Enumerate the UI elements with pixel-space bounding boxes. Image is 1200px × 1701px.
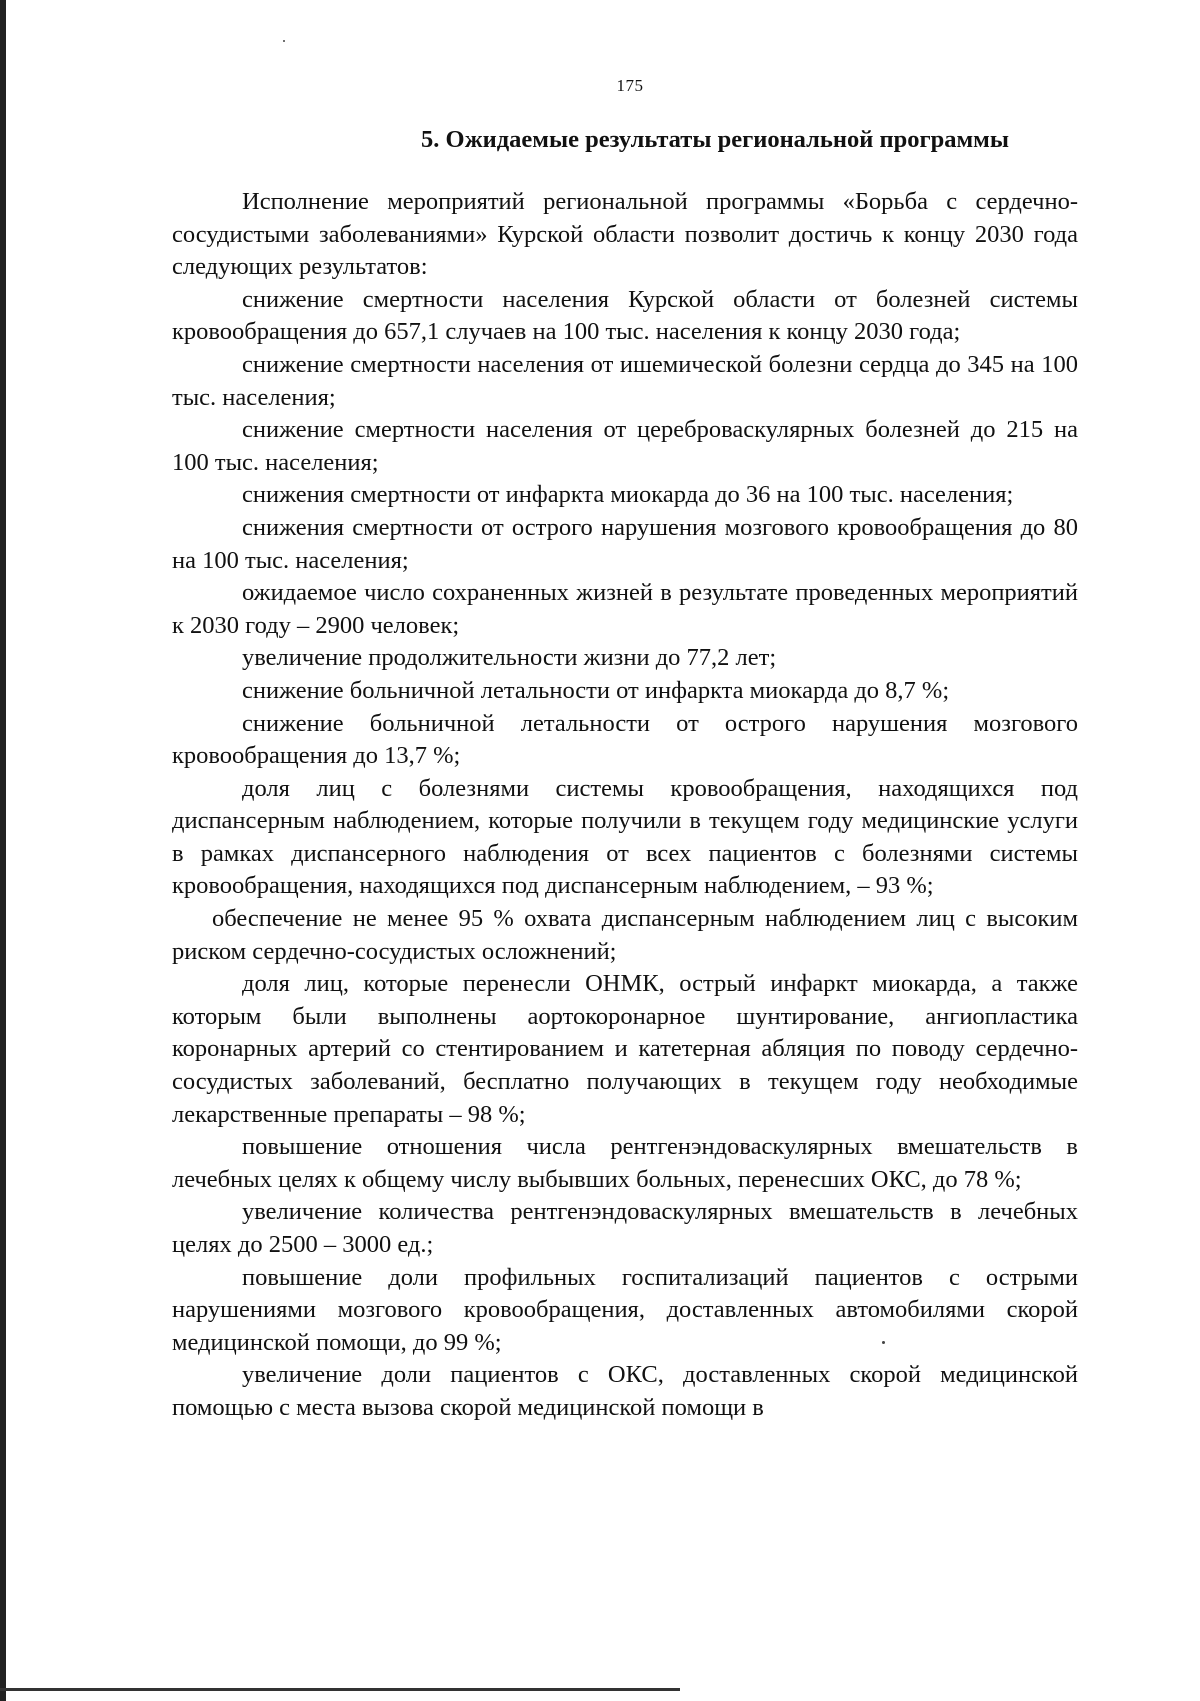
paragraph: увеличение продолжительности жизни до 77,2 лет; [242,644,777,672]
paragraph: повышение доли профильных госпитализаций пациентов с острыми нарушениями мозгового кровообращения, доставленных автомобилями скорой медицинской помощи, до 99 %; [172,1263,1078,1356]
paragraph: снижение смертности населения Курской области от болезней системы кровообращения до 657,1 случаев на 100 тыс. населения к концу 2030 года; [172,285,1078,346]
scan-dot [283,40,285,42]
scan-left-edge [0,0,6,1701]
paragraph: Исполнение мероприятий региональной программы «Борьба с сердечно-сосудистыми заболеваниями» Курской области позволит достичь к концу 2030 года следующих результатов: [172,188,1078,281]
paragraph: ожидаемое число сохраненных жизней в результате проведенных мероприятий к 2030 году – 2900 человек; [172,579,1078,639]
paragraph: доля лиц с болезнями системы кровообращения, находящихся под диспансерным наблюдением, которые получили в текущем году медицинские услуги в рамках диспансерного наблюдения от всех пациентов с болезнями системы кровообращения, находящихся под диспансерным наблюдением, – 93 %; [172,774,1078,900]
section-title: 5. Ожидаемые результаты региональной программы [421,126,1009,153]
paragraph: снижение больничной летальности от острого нарушения мозгового кровообращения до 13,7 %; [172,709,1078,770]
paragraph: снижение смертности населения от цереброваскулярных болезней до 215 на 100 тыс. населения; [172,416,1078,476]
paragraph: повышение отношения числа рентгенэндоваскулярных вмешательств в лечебных целях к общему числу выбывших больных, перенесших ОКС, до 78 %; [172,1133,1078,1193]
document-body [172,186,1078,1425]
paragraph: снижение смертности населения от ишемической болезни сердца до 345 на 100 тыс. населения; [172,350,1078,411]
paragraph: обеспечение не менее 95 % охвата диспансерным наблюдением лиц с высоким риском сердечно-сосудистых осложнений; [172,905,1078,965]
paragraph: увеличение доли пациентов с ОКС, доставленных скорой медицинской помощью с места вызова скорой медицинской помощи в [172,1361,1078,1421]
scan-bottom-line [0,1688,680,1691]
paragraph: снижения смертности от инфаркта миокарда до 36 на 100 тыс. населения; [242,481,1014,509]
paragraph: снижение больничной летальности от инфаркта миокарда до 8,7 %; [242,676,950,704]
paragraph: снижения смертности от острого нарушения мозгового кровообращения до 80 на 100 тыс. населения; [172,513,1078,574]
paragraph: доля лиц, которые перенесли ОНМК, острый инфаркт миокарда, а также которым были выполнены аортокоронарное шунтирование, ангиопластика коронарных артерий со стентированием и катетерная абляция по поводу сердечно-сосудистых заболеваний, бесплатно получающих в текущем году необходимые лекарственные препараты – 98 %; [172,970,1078,1128]
page-number: 175 [616,76,644,95]
paragraph: увеличение количества рентгенэндоваскулярных вмешательств в лечебных целях до 2500 – 3000 ед.; [172,1198,1078,1258]
